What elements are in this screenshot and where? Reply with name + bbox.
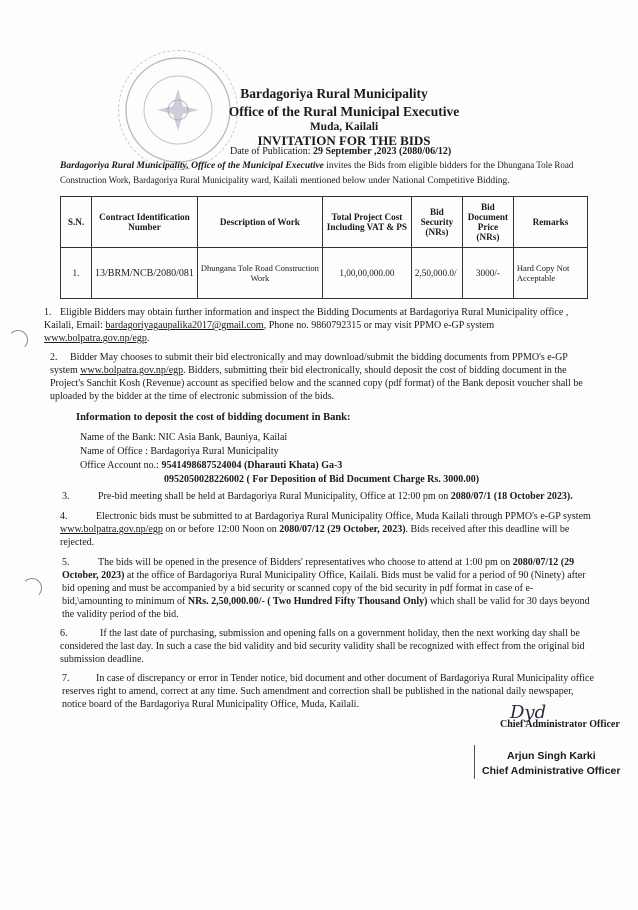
bank-account-value: 9541498687524004 (Dharauti Khata) Ga-3 xyxy=(161,460,343,471)
paragraph-number: 3. xyxy=(62,491,70,502)
office-name: Office of the Rural Municipal Executive xyxy=(228,104,460,119)
punch-hole xyxy=(22,578,42,598)
paragraph-number: 1. xyxy=(44,307,52,318)
egp-link[interactable]: www.bolpatra.gov.np/egp xyxy=(60,524,163,535)
table-header: S.N. xyxy=(61,197,92,248)
p3-text-a: Pre-bid meeting shall be held at Bardagoriya Rural Municipality, Office at 12:00 pm on xyxy=(98,491,451,502)
table-cell: 2,50,000.0/ xyxy=(411,248,462,299)
table-cell: 13/BRM/NCB/2080/081 xyxy=(92,248,198,299)
bank-deposit-account: 0952050028226002 ( For Deposition of Bid Document Charge Rs. 3000.00) xyxy=(164,474,480,485)
p7-text: In case of discrepancy or error in Tender notice, bid document and other document of Bardagoriya Rural Municipality office reserves right to amend, correct at any time. Such amendment and correction shall be published in the national daily newspaper, notice board of the Bardagoriya Rural Municipality Office, Muda, Kailali. xyxy=(62,673,594,710)
table-header: Bid Security (NRs) xyxy=(411,197,462,248)
table-cell: 1,00,00,000.00 xyxy=(322,248,411,299)
intro-ward: Bardagoriya Rural Municipality ward, Kailali xyxy=(133,175,298,185)
p5-text-a: The bids will be opened in the presence of Bidders' representatives who choose to attend at 1:00 pm on xyxy=(98,557,513,568)
table-header-row xyxy=(61,197,588,248)
bank-name: Name of the Bank: NIC Asia Bank, Bauniya, Kailai xyxy=(80,432,288,443)
table-header: Contract Identification Number xyxy=(92,197,198,248)
paragraph-number: 6. xyxy=(60,628,68,639)
intro-lead: Bardagoriya Rural Municipality, Office of the Municipal Executive xyxy=(60,161,324,171)
paragraph-number: 5. xyxy=(62,557,70,568)
paragraph-3 xyxy=(62,490,602,503)
table-cell: Dhungana Tole Road Construction Work xyxy=(197,248,322,299)
publication-label: Date of Publication: xyxy=(230,146,311,157)
paragraph-1 xyxy=(44,306,594,345)
signature-divider xyxy=(474,745,475,779)
intro-text-c: mentioned below under National Competitive Bidding. xyxy=(297,176,510,186)
p1-text-b: , Phone no. 9860792315 or may visit PPMO e-GP system xyxy=(263,320,495,331)
paragraph-number: 7. xyxy=(62,673,70,684)
intro-work: Dhungana Tole Road Construction Work xyxy=(60,160,574,185)
paragraph-number: 2. xyxy=(50,352,58,363)
office-location: Muda, Kailali xyxy=(309,121,379,133)
egp-link[interactable]: www.bolpatra.gov.np/egp xyxy=(80,365,184,376)
intro-text-b: , xyxy=(128,176,134,186)
bids-table xyxy=(60,196,588,299)
signatory-name: Arjun Singh Karki xyxy=(507,750,596,762)
p3-date: 2080/07/1 (18 October 2023). xyxy=(450,491,573,502)
paragraph-5 xyxy=(62,556,594,621)
paragraph-4 xyxy=(60,510,592,549)
bank-account-label: Office Account no.: xyxy=(80,460,162,471)
email-link[interactable]: bardagoriyagaupalika2017@gmail.com xyxy=(105,320,264,331)
p4-date: 2080/07/12 (29 October, 2023) xyxy=(279,524,406,535)
handwritten-signature: Dyd xyxy=(510,702,547,723)
signatory-title-1: Chief Administrator Officer xyxy=(500,719,620,730)
bank-info-title: Information to deposit the cost of bidding document in Bank: xyxy=(76,412,351,423)
table-cell: 1. xyxy=(61,248,92,299)
municipality-name: Bardagoriya Rural Municipality xyxy=(240,86,428,101)
table-cell: 3000/- xyxy=(462,248,513,299)
p4-text-c: . Bids received after this deadline will be rejected. xyxy=(60,524,570,548)
paragraph-2 xyxy=(50,351,592,403)
p5-text-b: at the office of Bardagoriya Rural Municipality Office, Kailali. Bids must be valid for a period of 90 (Ninety) after bid opening and must be accompanied by a bid security or scanned copy of the bid security in pdf format in case of e-bid,\amounting to minimum of xyxy=(62,570,586,607)
p5-text-c: which shall be valid for 30 days beyond the validity period of the bid. xyxy=(62,596,590,620)
bank-account xyxy=(80,460,342,471)
paragraph-6 xyxy=(60,627,594,666)
publication-date xyxy=(230,146,451,157)
punch-hole xyxy=(8,330,28,350)
p2-text-b: . Bidders, submitting their bid electronically, should deposit the cost of bidding document in the Project's Sanchit Kosh (Revenue) account as specified below and the scanned copy (pdf format) of the Bank deposit voucher shall be uploaded by the bidder at the time of electronic submission of the bids. xyxy=(50,365,583,402)
p5-amount: NRs. 2,50,000.00/- ( Two Hundred Fifty Thousand Only) xyxy=(187,596,428,607)
table-header: Bid Document Price (NRs) xyxy=(462,197,513,248)
p6-text: If the last date of purchasing, submission and opening falls on a government holiday, then the next working day shall be considered the last day. In such a case the bid validity and bid security validity shall be recognized with effect from the original bid submission deadline. xyxy=(60,628,585,665)
p1-text-a: Eligible Bidders may obtain further information and inspect the Bidding Documents at Bardagoriya Rural Municipality office , Kailali, Email: xyxy=(44,307,569,331)
intro-text-a: invites the Bids from eligible bidders for the xyxy=(323,161,498,171)
publication-value: 29 September ,2023 (2080/06/12) xyxy=(313,146,452,157)
intro-paragraph xyxy=(60,158,590,188)
table-header: Remarks xyxy=(513,197,587,248)
table-cell: Hard Copy Not Acceptable xyxy=(513,248,587,299)
p4-text-a: Electronic bids must be submitted to at Bardagoriya Rural Municipality Office, Muda Kailali through PPMO's e-GP system xyxy=(96,511,591,522)
table-header: Description of Work xyxy=(197,197,322,248)
p4-text-b: on or before 12:00 Noon on xyxy=(162,524,280,535)
p1-text-c: . xyxy=(146,333,150,344)
bank-office-name: Name of Office : Bardagoriya Rural Municipality xyxy=(80,446,279,457)
table-row xyxy=(61,248,588,299)
notice-title: INVITATION FOR THE BIDS xyxy=(257,133,431,148)
p5-date: 2080/07/12 (29 October, 2023) xyxy=(62,557,575,581)
p2-text-a: Bidder May chooses to submit their bid electronically and may download/submit the bidding documents from PPMO's e-GP system xyxy=(50,352,568,376)
paragraph-number: 4. xyxy=(60,511,68,522)
signatory-title-2: Chief Administrative Officer xyxy=(482,765,621,777)
table-header: Total Project Cost Including VAT & PS xyxy=(322,197,411,248)
egp-link[interactable]: www.bolpatra.gov.np/egp xyxy=(44,333,147,344)
